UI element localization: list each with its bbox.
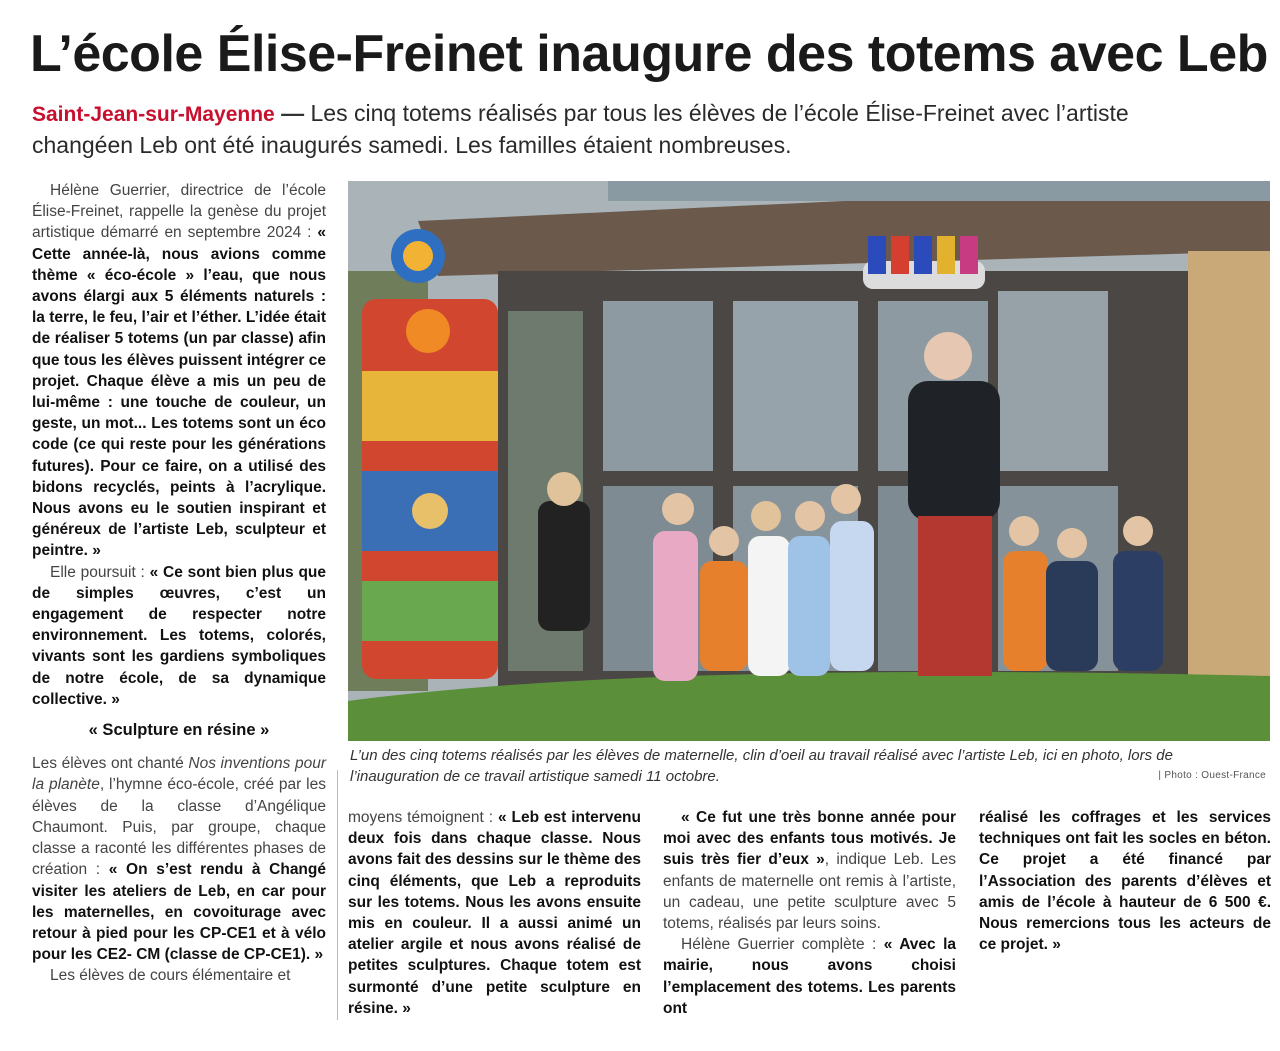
school-logo [403, 241, 433, 271]
totem-sun [406, 309, 450, 353]
child-head [1123, 516, 1153, 546]
photo-credit: | Photo : Ouest-France [1158, 770, 1266, 781]
mini-totem [914, 236, 932, 274]
paragraph [663, 807, 956, 934]
lead-text: Les cinq totems réalisés par tous les élèves de l’école Élise-Freinet avec l’artiste changéen Leb ont été inaugurés samedi. Les familles étaient nombreuses. [32, 100, 1129, 158]
paragraph-intro: Elle poursuit : [50, 563, 150, 581]
quote: réalisé les coffrages et les services techniques ont fait les socles en béton. Ce projet a été financé par l’Association des parents d’élèves et amis de l’école à hauteur de 6 500 €. Nous remercions tous les acteurs de ce projet. » [979, 809, 1271, 954]
quote: « On s’est rendu à Changé visiter les ateliers de Leb, en car pour les maternelles, en covoiturage avec retour à pied pour les CP-CE1 et à vélo pour les CE2- CM (classe de CP-CE1). » [32, 861, 326, 964]
quote: « Avec la mairie, nous avons choisi l’emplacement des totems. Les parents ont [663, 936, 956, 1017]
paragraph-intro: moyens témoignent : [348, 809, 498, 826]
man-head [924, 332, 972, 380]
photo-caption: L’un des cinq totems réalisés par les élèves de maternelle, clin d’oeil au travail réalisé avec l’artiste Leb, ici en photo, lors de l’inauguration de ce travail artistique samedi 11 octobre. [350, 747, 1173, 785]
paragraph [32, 180, 326, 562]
paragraph-text: , indique Leb. Les enfants de maternelle ont remis à l’artiste, un cadeau, une petite sculpture avec 5 totems, réalisés par leurs soins. [663, 851, 957, 933]
subheading: « Sculpture en résine » [88, 721, 270, 740]
song-title: Nos inventions pour la planète [32, 755, 327, 794]
quote: « Ce fut une très bonne année pour moi avec des enfants tous motivés. Je suis très fier d’eux » [663, 809, 956, 869]
child [653, 531, 698, 681]
headline: L’école Élise-Freinet inaugure des totems avec Leb [30, 25, 1268, 83]
child [1046, 561, 1098, 671]
column-4 [979, 807, 1271, 955]
upper-windows [608, 181, 1270, 201]
child-head [662, 493, 694, 525]
totem-face [412, 493, 448, 529]
child-head [795, 501, 825, 531]
quote: « Cette année-là, nous avions comme thème « éco-école » l’eau, que nous avons élargi aux 5 éléments naturels : la terre, le feu, l’air et l’éther. L’idée était de réaliser 5 totems (un par classe) afin que tous les élèves puissent intégrer ce projet. Chaque élève a mis un peu de lui-même : une touche de couleur, un geste, un mot... Les totems sont un éco code (ce qui reste pour les générations futures). Pour ce faire, on a utilisé des bidons recyclés, peints à l’acrylique. Nous avons eu le soutien inspirant et généreux de l’artiste Leb, sculpteur et peintre. » [32, 224, 326, 560]
dateline: Saint-Jean-sur-Mayenne [32, 103, 275, 126]
paragraph-text: Les élèves ont chanté [32, 755, 189, 773]
paragraph [348, 807, 641, 1019]
child [538, 501, 590, 631]
column-3 [663, 807, 956, 1019]
child [1113, 551, 1163, 671]
child-head [709, 526, 739, 556]
paragraph-intro: Hélène Guerrier, directrice de l’école Élise-Freinet, rappelle la genèse du projet artistique démarré en septembre 2024 : [32, 182, 326, 242]
child-head [1057, 528, 1087, 558]
child [1003, 551, 1048, 671]
mini-totem [937, 236, 955, 274]
mini-totem [868, 236, 886, 274]
mini-totem [891, 236, 909, 274]
column-1 [32, 180, 326, 987]
window [998, 291, 1108, 471]
article-photo [348, 181, 1270, 741]
totem-band [362, 371, 498, 441]
column-divider [337, 770, 338, 1020]
child [788, 536, 830, 676]
photo-illustration [348, 181, 1270, 741]
paragraph [32, 562, 326, 710]
child-head [831, 484, 861, 514]
wall [1188, 251, 1270, 691]
window [603, 301, 713, 471]
column-2 [348, 807, 641, 1019]
child-head [1009, 516, 1039, 546]
paragraph [32, 753, 326, 965]
dateline-dash: — [274, 100, 311, 126]
paragraph: Les élèves de cours élémentaire et [50, 967, 291, 985]
paragraph-text: , l’hymne éco-école, créé par les élèves de la classe d’Angélique Chaumont. Puis, par groupe, chaque classe a raconté les différentes phases de création : [32, 776, 326, 879]
child [830, 521, 874, 671]
man-jacket [908, 381, 1000, 521]
mini-totem [960, 236, 978, 274]
man-trousers [918, 516, 992, 676]
window [733, 301, 858, 471]
child-head [547, 472, 581, 506]
paragraph [979, 807, 1271, 955]
quote: « Leb est intervenu deux fois dans chaque classe. Nous avons fait des dessins sur le thème des cinq éléments, que Leb a reproduits sur les totems. Nous les avons ensuite mis en couleur. Il a aussi animé un atelier argile et nous avons réalisé de petites sculptures. Chaque totem est surmonté d’une petite sculpture en résine. » [348, 809, 641, 1017]
child-head [751, 501, 781, 531]
paragraph-intro: Hélène Guerrier complète : [681, 936, 884, 954]
paragraph [663, 934, 956, 1019]
child [700, 561, 748, 671]
child [748, 536, 790, 676]
quote: « Ce sont bien plus que de simples œuvres, c’est un engagement de respecter notre environnement. Les totems, colorés, vivants sont les gardiens symboliques de notre école, de sa dynamique collective. » [32, 563, 327, 708]
lead-paragraph [32, 98, 1232, 160]
totem-band [362, 581, 498, 641]
